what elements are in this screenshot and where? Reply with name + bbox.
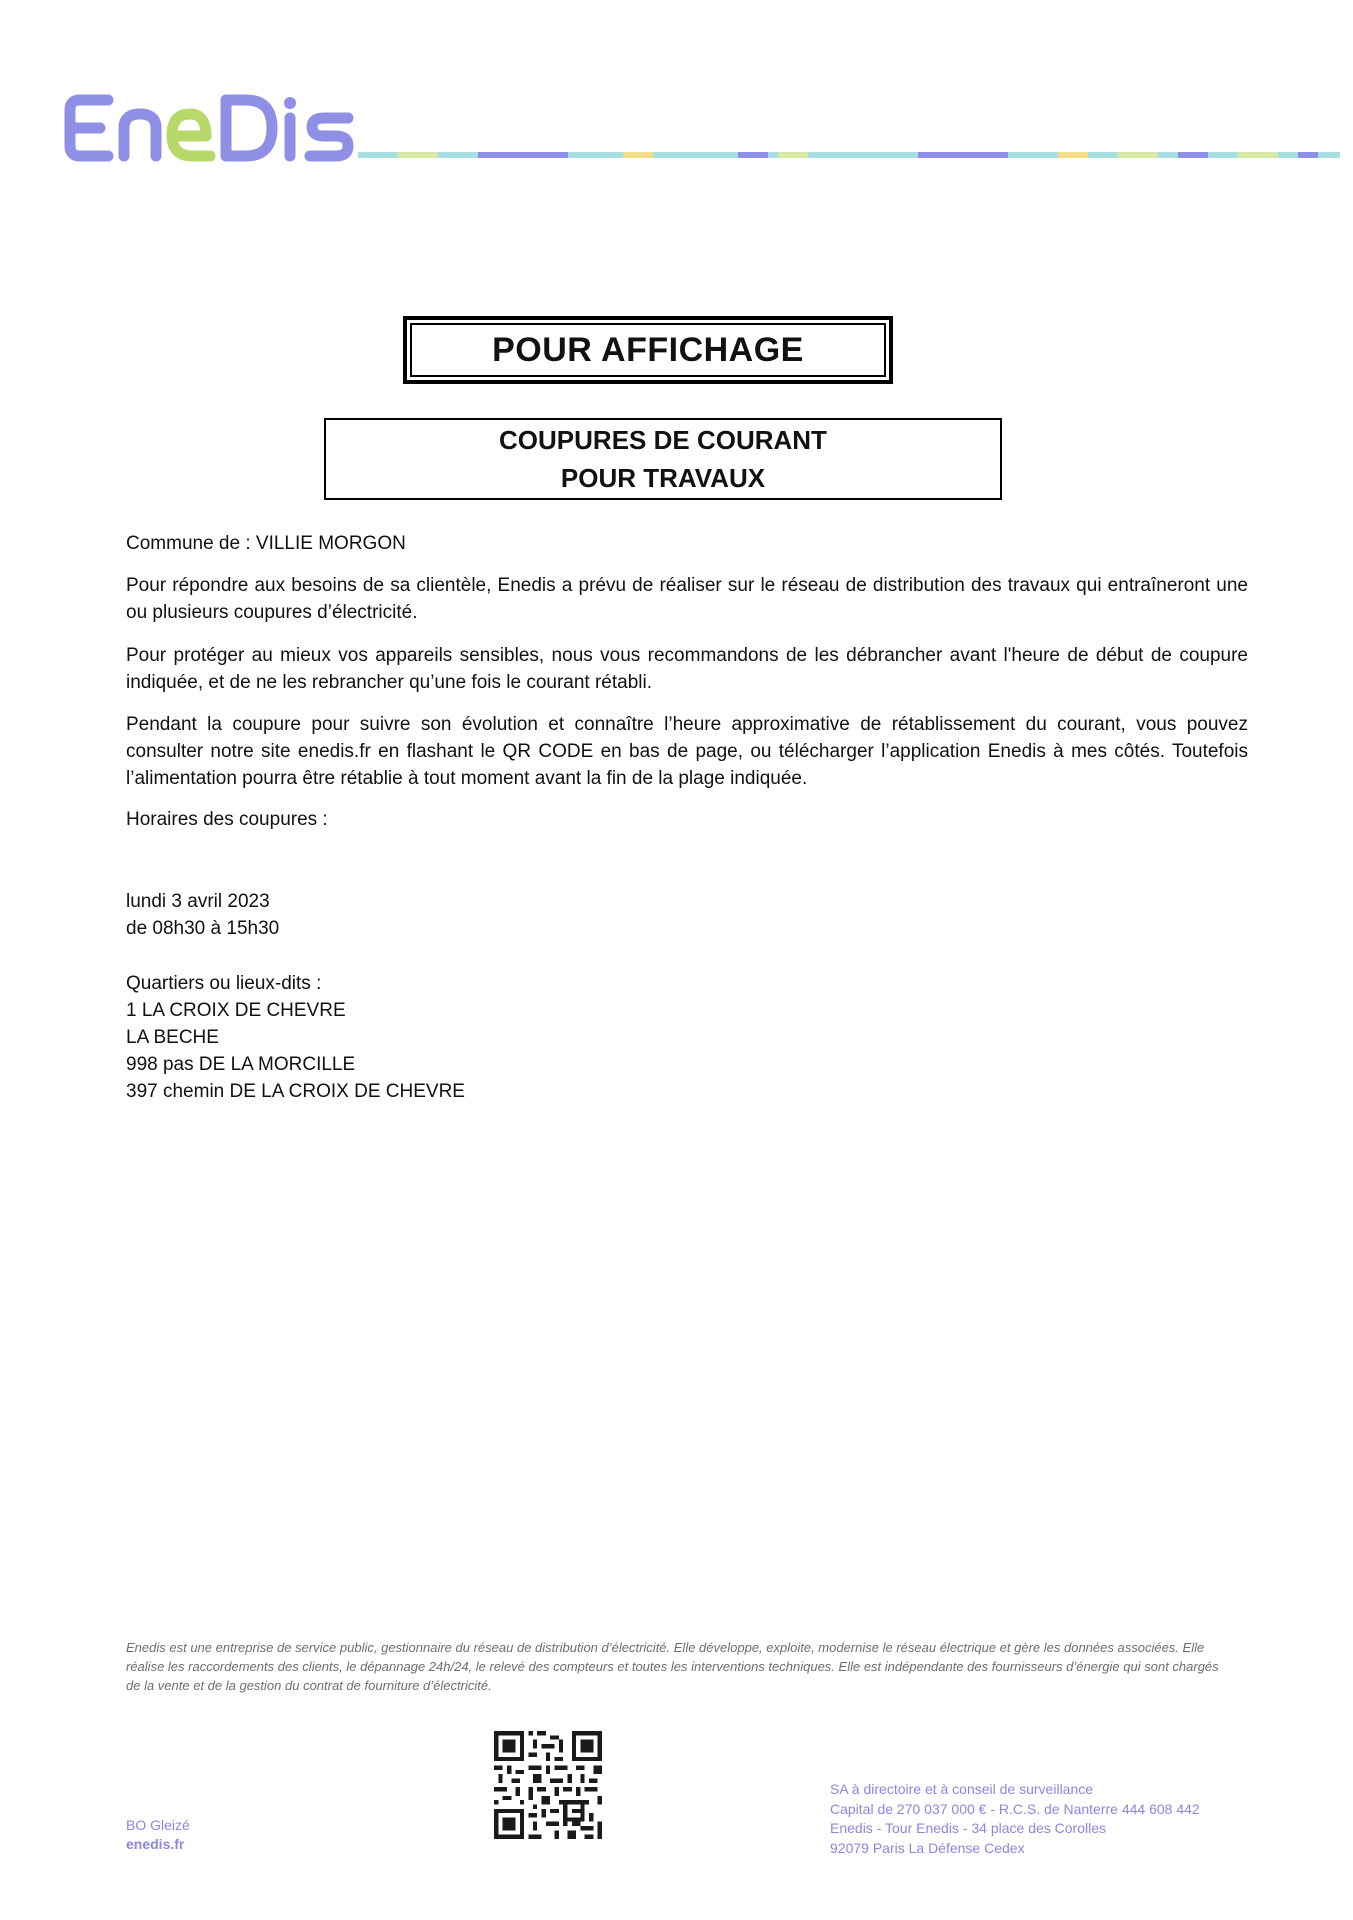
footer-legal-line: SA à directoire et à conseil de surveillance	[830, 1781, 1094, 1797]
commune-text: Commune de : VILLIE MORGON	[126, 533, 406, 554]
footer-legal-line: Enedis - Tour Enedis - 34 place des Corolles	[830, 1820, 1107, 1836]
location-item: 1 LA CROIX DE CHEVRE	[126, 1000, 346, 1021]
locations-block	[126, 970, 1248, 1105]
footer-website-link[interactable]: enedis.fr	[126, 1836, 185, 1852]
footer-disclaimer: Enedis est une entreprise de service public, gestionnaire du réseau de distribution d’électricité. Elle développe, exploite, modernise le réseau électrique et gère les données associées. Elle réalise les raccordements des clients, le dépannage 24h/24, le relevé des compteurs et toutes les interventions techniques. Elle est indépendante des fournisseurs d’énergie qui sont chargés de la vente et de la gestion du contrat de fourniture d’électricité.	[126, 1640, 1219, 1693]
schedule-heading-text: Horaires des coupures :	[126, 809, 328, 830]
schedule-date: lundi 3 avril 2023	[126, 891, 270, 912]
header-divider-line	[358, 152, 1340, 158]
qr-code-icon[interactable]	[494, 1731, 602, 1839]
paragraph-needs-text: Pour répondre aux besoins de sa clientèle, Enedis a prévu de réaliser sur le réseau de distribution des travaux qui entraîneront une ou plusieurs coupures d’électricité.	[126, 575, 1248, 623]
commune-line	[126, 530, 1248, 557]
schedule-heading	[126, 806, 1248, 833]
footer-office-name: BO Gleizé	[126, 1817, 190, 1833]
schedule-time: de 08h30 à 15h30	[126, 918, 280, 939]
paragraph-needs	[126, 572, 1248, 626]
paragraph-follow	[126, 711, 1248, 792]
notice-title-line1: COUPURES DE COURANT	[499, 425, 827, 455]
footer-legal-line: Capital de 270 037 000 € - R.C.S. de Nanterre 444 608 442	[830, 1800, 1200, 1817]
footer-legal-line: 92079 Paris La Défense Cedex	[830, 1839, 1025, 1856]
notice-title-box	[324, 418, 1002, 500]
paragraph-protect-text: Pour protéger au mieux vos appareils sensibles, nous vous recommandons de les débrancher avant l'heure de début de coupure indiquée, et de ne les rebrancher qu’une fois le courant rétabli.	[126, 645, 1248, 693]
display-notice-label: POUR AFFICHAGE	[410, 323, 886, 377]
footer-legal	[830, 1780, 1200, 1858]
location-item: 998 pas DE LA MORCILLE	[126, 1054, 356, 1075]
enedis-logo	[64, 92, 354, 164]
paragraph-follow-text: Pendant la coupure pour suivre son évolution et connaître l’heure approximative de rétablissement du courant, vous pouvez consulter notre site enedis.fr en flashant le QR CODE en bas de page, ou télécharger l’application Enedis à mes côtés. Toutefois l’alimentation pourra être rétablie à tout moment avant la fin de la plage indiquée.	[126, 714, 1248, 789]
location-item: LA BECHE	[126, 1027, 219, 1048]
location-item: 397 chemin DE LA CROIX DE CHEVRE	[126, 1081, 465, 1102]
footer-office	[126, 1816, 190, 1854]
display-notice-box	[403, 316, 893, 384]
schedule-block	[126, 888, 1248, 942]
locations-heading: Quartiers ou lieux-dits :	[126, 973, 322, 994]
paragraph-protect	[126, 642, 1248, 696]
notice-title-line2: POUR TRAVAUX	[560, 463, 766, 493]
